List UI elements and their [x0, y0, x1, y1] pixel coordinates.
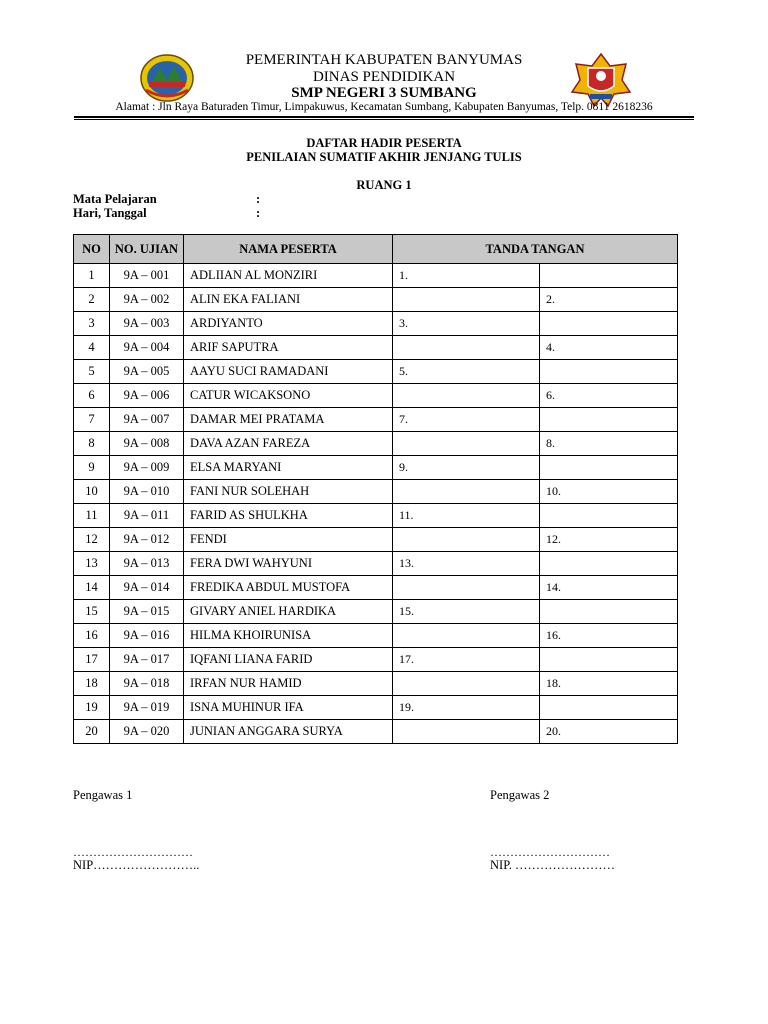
supervisor-1-title: Pengawas 1	[73, 788, 133, 802]
header-school: SMP NEGERI 3 SUMBANG	[291, 85, 477, 101]
row-no: 7	[74, 408, 110, 432]
row-name: ISNA MUHINUR IFA	[184, 696, 393, 720]
table-row	[74, 672, 678, 696]
table-row	[74, 336, 678, 360]
row-signature-left	[393, 384, 540, 408]
letterhead-rule-thick	[74, 116, 694, 118]
row-signature-left: 9.	[393, 456, 540, 480]
supervisor-2-nip: NIP. ……………………	[490, 858, 616, 872]
row-no: 16	[74, 624, 110, 648]
row-name: AAYU SUCI RAMADANI	[184, 360, 393, 384]
subject-colon: :	[256, 192, 261, 206]
row-signature-right	[540, 552, 678, 576]
row-no: 4	[74, 336, 110, 360]
row-name: DAMAR MEI PRATAMA	[184, 408, 393, 432]
row-signature-left	[393, 720, 540, 744]
row-name: DAVA AZAN FAREZA	[184, 432, 393, 456]
row-no: 6	[74, 384, 110, 408]
row-exam-no: 9A – 007	[110, 408, 184, 432]
row-signature-right: 20.	[540, 720, 678, 744]
row-exam-no: 9A – 015	[110, 600, 184, 624]
row-signature-left	[393, 672, 540, 696]
row-signature-left: 19.	[393, 696, 540, 720]
table-row	[74, 696, 678, 720]
table-row	[74, 456, 678, 480]
subject-label: Mata Pelajaran	[73, 192, 157, 206]
table-row	[74, 600, 678, 624]
row-signature-right: 16.	[540, 624, 678, 648]
supervisor-2-name-line: …………………………	[490, 845, 610, 859]
row-exam-no: 9A – 020	[110, 720, 184, 744]
row-no: 8	[74, 432, 110, 456]
row-exam-no: 9A – 016	[110, 624, 184, 648]
table-row	[74, 408, 678, 432]
row-signature-right: 12.	[540, 528, 678, 552]
header-address: Alamat : Jln Raya Baturaden Timur, Limpakuwus, Kecamatan Sumbang, Kabupaten Banyumas, Telp. 0811 2618236	[115, 101, 653, 113]
row-no: 19	[74, 696, 110, 720]
row-exam-no: 9A – 017	[110, 648, 184, 672]
table-row	[74, 384, 678, 408]
header-department: DINAS PENDIDIKAN	[312, 69, 456, 85]
row-signature-left	[393, 528, 540, 552]
document-title	[0, 136, 768, 164]
row-exam-no: 9A – 005	[110, 360, 184, 384]
row-signature-right	[540, 408, 678, 432]
row-no: 20	[74, 720, 110, 744]
row-name: HILMA KHOIRUNISA	[184, 624, 393, 648]
row-signature-left	[393, 576, 540, 600]
row-no: 1	[74, 264, 110, 288]
table-row	[74, 264, 678, 288]
row-exam-no: 9A – 008	[110, 432, 184, 456]
row-signature-right	[540, 360, 678, 384]
row-name: CATUR WICAKSONO	[184, 384, 393, 408]
header-signature: TANDA TANGAN	[393, 235, 678, 264]
row-signature-right: 4.	[540, 336, 678, 360]
row-name: GIVARY ANIEL HARDIKA	[184, 600, 393, 624]
row-signature-right	[540, 504, 678, 528]
table-body	[74, 264, 678, 744]
row-signature-left: 3.	[393, 312, 540, 336]
row-signature-right	[540, 600, 678, 624]
row-name: ADLIIAN AL MONZIRI	[184, 264, 393, 288]
table-row	[74, 576, 678, 600]
table-row	[74, 624, 678, 648]
supervisor-1-name-line: …………………………	[73, 845, 193, 859]
row-signature-left: 1.	[393, 264, 540, 288]
row-no: 5	[74, 360, 110, 384]
table-row	[74, 288, 678, 312]
supervisor-1-nip: NIP……………………..	[73, 858, 200, 872]
row-exam-no: 9A – 014	[110, 576, 184, 600]
table-row	[74, 648, 678, 672]
letterhead-rule-thin	[74, 119, 694, 120]
supervisor-2-title: Pengawas 2	[490, 788, 550, 802]
row-exam-no: 9A – 013	[110, 552, 184, 576]
row-name: ARDIYANTO	[184, 312, 393, 336]
row-signature-right	[540, 648, 678, 672]
table-row	[74, 432, 678, 456]
row-signature-right: 2.	[540, 288, 678, 312]
row-name: ALIN EKA FALIANI	[184, 288, 393, 312]
attendance-table	[73, 234, 678, 744]
row-signature-right: 14.	[540, 576, 678, 600]
row-exam-no: 9A – 001	[110, 264, 184, 288]
row-name: FARID AS SHULKHA	[184, 504, 393, 528]
room-label: RUANG 1	[356, 178, 412, 192]
row-exam-no: 9A – 019	[110, 696, 184, 720]
row-exam-no: 9A – 009	[110, 456, 184, 480]
date-label: Hari, Tanggal	[73, 206, 147, 220]
row-no: 11	[74, 504, 110, 528]
row-name: JUNIAN ANGGARA SURYA	[184, 720, 393, 744]
row-no: 3	[74, 312, 110, 336]
row-signature-right: 10.	[540, 480, 678, 504]
row-signature-left: 15.	[393, 600, 540, 624]
row-signature-right: 8.	[540, 432, 678, 456]
row-exam-no: 9A – 003	[110, 312, 184, 336]
row-name: FERA DWI WAHYUNI	[184, 552, 393, 576]
row-no: 12	[74, 528, 110, 552]
row-no: 14	[74, 576, 110, 600]
row-exam-no: 9A – 002	[110, 288, 184, 312]
row-name: ARIF SAPUTRA	[184, 336, 393, 360]
header-name: NAMA PESERTA	[184, 235, 393, 264]
row-name: FENDI	[184, 528, 393, 552]
row-signature-left	[393, 432, 540, 456]
row-no: 18	[74, 672, 110, 696]
row-no: 9	[74, 456, 110, 480]
table-row	[74, 528, 678, 552]
row-signature-right: 18.	[540, 672, 678, 696]
row-no: 2	[74, 288, 110, 312]
date-colon: :	[256, 206, 261, 220]
row-signature-left	[393, 624, 540, 648]
row-signature-left	[393, 288, 540, 312]
row-exam-no: 9A – 012	[110, 528, 184, 552]
title-line-2: PENILAIAN SUMATIF AKHIR JENJANG TULIS	[246, 150, 522, 164]
row-no: 10	[74, 480, 110, 504]
row-signature-left: 5.	[393, 360, 540, 384]
table-header-row	[74, 235, 678, 264]
row-exam-no: 9A – 010	[110, 480, 184, 504]
row-signature-left: 7.	[393, 408, 540, 432]
row-signature-right	[540, 696, 678, 720]
table-row	[74, 312, 678, 336]
header-no: NO	[74, 235, 110, 264]
row-signature-left: 11.	[393, 504, 540, 528]
header-exam-no: NO. UJIAN	[110, 235, 184, 264]
row-signature-left	[393, 336, 540, 360]
row-name: ELSA MARYANI	[184, 456, 393, 480]
row-no: 15	[74, 600, 110, 624]
row-exam-no: 9A – 011	[110, 504, 184, 528]
row-no: 13	[74, 552, 110, 576]
table-row	[74, 552, 678, 576]
table-row	[74, 360, 678, 384]
row-name: FREDIKA ABDUL MUSTOFA	[184, 576, 393, 600]
row-exam-no: 9A – 006	[110, 384, 184, 408]
row-signature-left: 13.	[393, 552, 540, 576]
row-signature-right	[540, 312, 678, 336]
row-exam-no: 9A – 004	[110, 336, 184, 360]
row-exam-no: 9A – 018	[110, 672, 184, 696]
table-row	[74, 720, 678, 744]
row-signature-right	[540, 456, 678, 480]
row-name: FANI NUR SOLEHAH	[184, 480, 393, 504]
table-row	[74, 480, 678, 504]
row-signature-right	[540, 264, 678, 288]
row-signature-right: 6.	[540, 384, 678, 408]
row-signature-left: 17.	[393, 648, 540, 672]
title-line-1: DAFTAR HADIR PESERTA	[306, 136, 462, 150]
header-government: PEMERINTAH KABUPATEN BANYUMAS	[245, 52, 523, 68]
row-name: IRFAN NUR HAMID	[184, 672, 393, 696]
table-row	[74, 504, 678, 528]
row-name: IQFANI LIANA FARID	[184, 648, 393, 672]
row-no: 17	[74, 648, 110, 672]
row-signature-left	[393, 480, 540, 504]
